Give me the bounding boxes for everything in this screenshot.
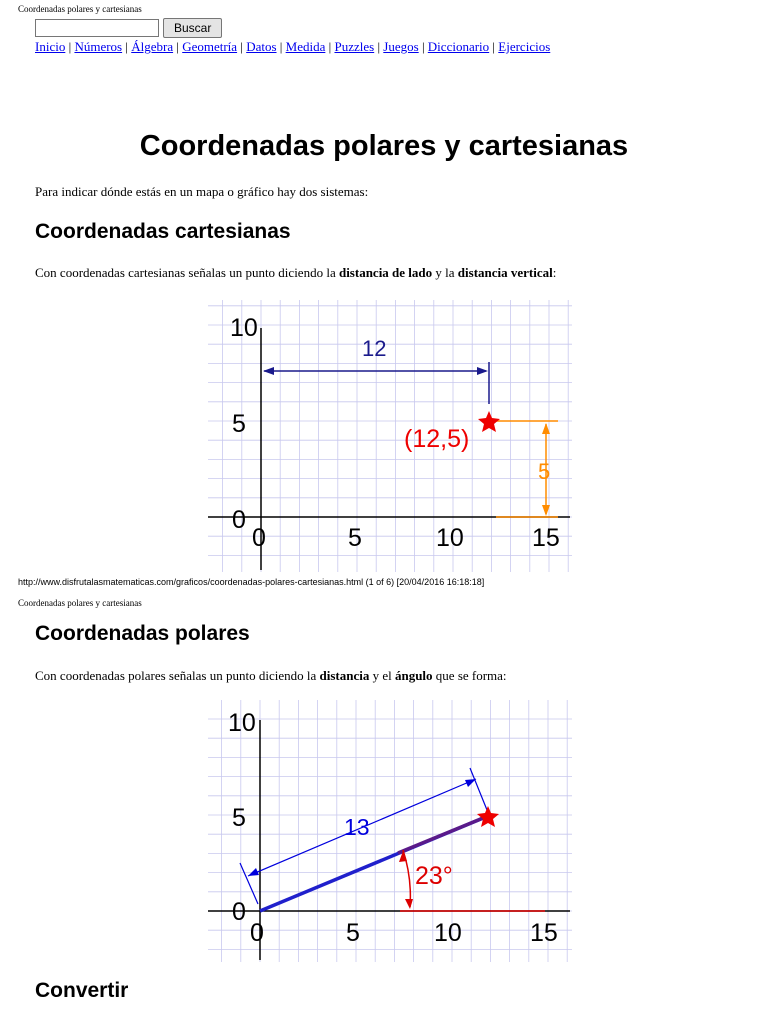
arrowhead-start (248, 868, 259, 876)
nav-link-inicio[interactable]: Inicio (35, 39, 66, 54)
nav-separator: | (68, 39, 72, 54)
search-button[interactable]: Buscar (163, 18, 222, 38)
bold-term: distancia de lado (338, 265, 433, 280)
nav-link-juegos[interactable]: Juegos (383, 39, 419, 54)
cartesian-diagram (208, 300, 572, 572)
arrowhead-right (477, 367, 488, 375)
tick-label-x-15: 15 (530, 919, 558, 947)
nav-separator: | (492, 39, 496, 54)
document-header-title: Coordenadas polares y cartesianas (18, 4, 142, 14)
main-nav (35, 39, 550, 55)
bold-term: ángulo (394, 668, 433, 683)
nav-separator: | (240, 39, 243, 54)
tick-label-y-0: 0 (232, 506, 246, 534)
polar-diagram (208, 700, 572, 962)
tick-label-y-5: 5 (232, 410, 246, 438)
arrowhead-left (263, 367, 274, 375)
tick-label-x-0: 0 (250, 919, 264, 947)
search-bar (35, 18, 222, 38)
angle-label: 23° (415, 862, 453, 890)
vertical-distance-label: 5 (538, 459, 551, 484)
point-star (477, 806, 499, 827)
search-input[interactable] (35, 19, 159, 37)
nav-link-numeros[interactable]: Números (74, 39, 123, 54)
tick-label-y-10: 10 (228, 709, 256, 737)
tick-label-x-5: 5 (348, 524, 362, 552)
arrowhead-end (465, 779, 476, 787)
bold-term: distancia vertical (457, 265, 553, 280)
footer-url: http://www.disfrutalasmatematicas.com/graficos/coordenadas-polares-cartesianas.html (1 of 6) [20/04/2016 16:18:18] (18, 577, 485, 587)
nav-separator: | (176, 39, 179, 54)
nav-link-ejercicios[interactable]: Ejercicios (498, 39, 551, 54)
nav-link-puzzles[interactable]: Puzzles (334, 39, 375, 54)
polar-description: Con coordenadas polares señalas un punto diciendo la distancia y el ángulo que se forma: (35, 668, 507, 683)
nav-separator: | (377, 39, 381, 54)
distance-label: 13 (344, 814, 370, 840)
tick-label-y-10: 10 (230, 314, 258, 342)
tick-label-y-5: 5 (232, 804, 246, 832)
nav-link-algebra[interactable]: Álgebra (131, 39, 174, 54)
nav-separator: | (279, 39, 283, 54)
document-header-title: Coordenadas polares y cartesianas (18, 598, 142, 608)
tick-label-x-10: 10 (436, 524, 464, 552)
tick-label-x-0: 0 (252, 524, 266, 552)
cartesian-description: Con coordenadas cartesianas señalas un punto diciendo la distancia de lado y la distancia vertical: (35, 265, 557, 280)
nav-separator: | (125, 39, 128, 54)
nav-link-datos[interactable]: Datos (246, 39, 277, 54)
nav-separator: | (328, 39, 332, 54)
cartesian-heading: Coordenadas cartesianas (35, 220, 291, 243)
bold-term: distancia (319, 668, 370, 683)
tick-label-y-0: 0 (232, 898, 246, 926)
distance-extension-right (470, 768, 487, 810)
tick-label-x-5: 5 (346, 919, 360, 947)
nav-link-geometria[interactable]: Geometría (182, 39, 238, 54)
tick-label-x-10: 10 (434, 919, 462, 947)
intro-text: Para indicar dónde estás en un mapa o gráfico hay dos sistemas: (35, 184, 369, 199)
convert-heading: Convertir (35, 979, 129, 1002)
nav-link-diccionario[interactable]: Diccionario (427, 39, 490, 54)
point-star (478, 411, 500, 432)
nav-link-medida[interactable]: Medida (285, 39, 326, 54)
horizontal-distance-label: 12 (362, 336, 387, 361)
nav-separator: | (421, 39, 425, 54)
tick-label-x-15: 15 (532, 524, 560, 552)
angle-arrowhead-bottom (405, 899, 413, 909)
polar-heading: Coordenadas polares (35, 622, 250, 645)
page-title: Coordenadas polares y cartesianas (139, 130, 629, 162)
point-label: (12,5) (404, 425, 470, 453)
